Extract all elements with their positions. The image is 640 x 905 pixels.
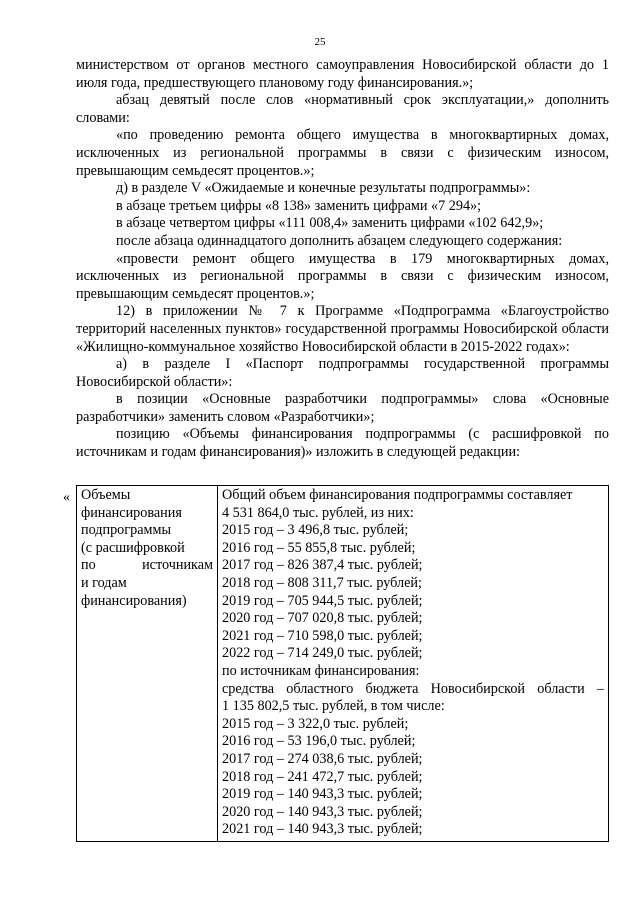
table-cell-label [77,486,218,842]
paragraph: в позиции «Основные разработчики подпрограммы» слова «Основные разработчики» заменить словом «Разработчики»; [76,391,609,425]
cell-line: 2022 год – 714 249,0 тыс. рублей; [222,645,423,662]
cell-line: Объемы [81,487,131,503]
cell-line: подпрограммы [81,522,171,539]
cell-line: 2016 год – 53 196,0 тыс. рублей; [222,733,416,750]
cell-line: и годам [81,574,127,591]
table-cell-values [218,486,609,842]
cell-line: 2021 год – 710 598,0 тыс. рублей; [222,627,423,644]
cell-line: 1 135 802,5 тыс. рублей, в том числе: [222,698,445,715]
cell-line: финансирования) [81,592,187,609]
cell-line: 2019 год – 140 943,3 тыс. рублей; [222,786,423,803]
cell-line: 2016 год – 55 855,8 тыс. рублей; [222,539,416,556]
paragraph: в абзаце четвертом цифры «111 008,4» заменить цифрами «102 642,9»; [116,215,544,232]
cell-line: 2017 год – 826 387,4 тыс. рублей; [222,557,423,574]
cell-line: 2015 год – 3 496,8 тыс. рублей; [222,522,409,539]
paragraph: в абзаце третьем цифры «8 138» заменить цифрами «7 294»; [116,197,482,214]
cell-line: 2018 год – 241 472,7 тыс. рублей; [222,768,423,785]
cell-line: (с расшифровкой [81,539,185,556]
cell-line: 2018 год – 808 311,7 тыс. рублей; [222,574,422,591]
cell-line: 4 531 864,0 тыс. рублей, из них: [222,504,414,521]
paragraph: а) в разделе I «Паспорт подпрограммы государственной программы Новосибирской области»: [76,356,609,390]
cell-line: 2020 год – 140 943,3 тыс. рублей; [222,803,423,820]
paragraph: после абзаца одиннадцатого дополнить абзацем следующего содержания: [116,232,563,249]
paragraph: позицию «Объемы финансирования подпрограммы (с расшифровкой по источникам и годам финансирования)» изложить в следующей редакции: [76,426,609,461]
paragraph: д) в разделе V «Ожидаемые и конечные результаты подпрограммы»: [116,180,531,197]
document-body [76,57,609,462]
paragraph: «провести ремонт общего имущества в 179 многоквартирных домах, исключенных из региональной программы в связи с физическим износом, превышающим семьдесят процентов.»; [76,250,609,302]
cell-line: 2020 год – 707 020,8 тыс. рублей; [222,610,423,627]
page-number: 25 [314,36,326,48]
cell-line: по источникам финансирования: [222,662,420,679]
cell-line: 2021 год – 140 943,3 тыс. рублей; [222,821,423,838]
opening-quote: « [63,490,70,505]
cell-line: 2019 год – 705 944,5 тыс. рублей; [222,592,423,609]
table-row [77,486,609,842]
paragraph: 12) в приложении № 7 к Программе «Подпрограмма «Благоустройство территорий населенных пунктов» государственной программы Новосибирской области «Жилищно-коммунальное хозяйство Новосибирской области в 2015-2022 годах»: [76,303,609,355]
paragraph: «по проведению ремонта общего имущества в многоквартирных домах, исключенных из региональной программы в связи с физическим износом, превышающим семьдесят процентов.»; [76,127,609,179]
cell-line: 2017 год – 274 038,6 тыс. рублей; [222,750,423,767]
paragraph: министерством от органов местного самоуправления Новосибирской области до 1 июля года, предшествующего плановому году финансирования.»; [76,57,609,91]
cell-line: средства областного бюджета Новосибирской области – [222,680,604,697]
cell-line: 2015 год – 3 322,0 тыс. рублей; [222,715,409,732]
financing-table [76,485,609,842]
cell-line: финансирования [81,504,182,521]
paragraph: абзац девятый после слов «нормативный срок эксплуатации,» дополнить словами: [76,92,609,126]
cell-line: Общий объем финансирования подпрограммы составляет [222,487,573,503]
cell-line: по источникам [81,557,213,574]
